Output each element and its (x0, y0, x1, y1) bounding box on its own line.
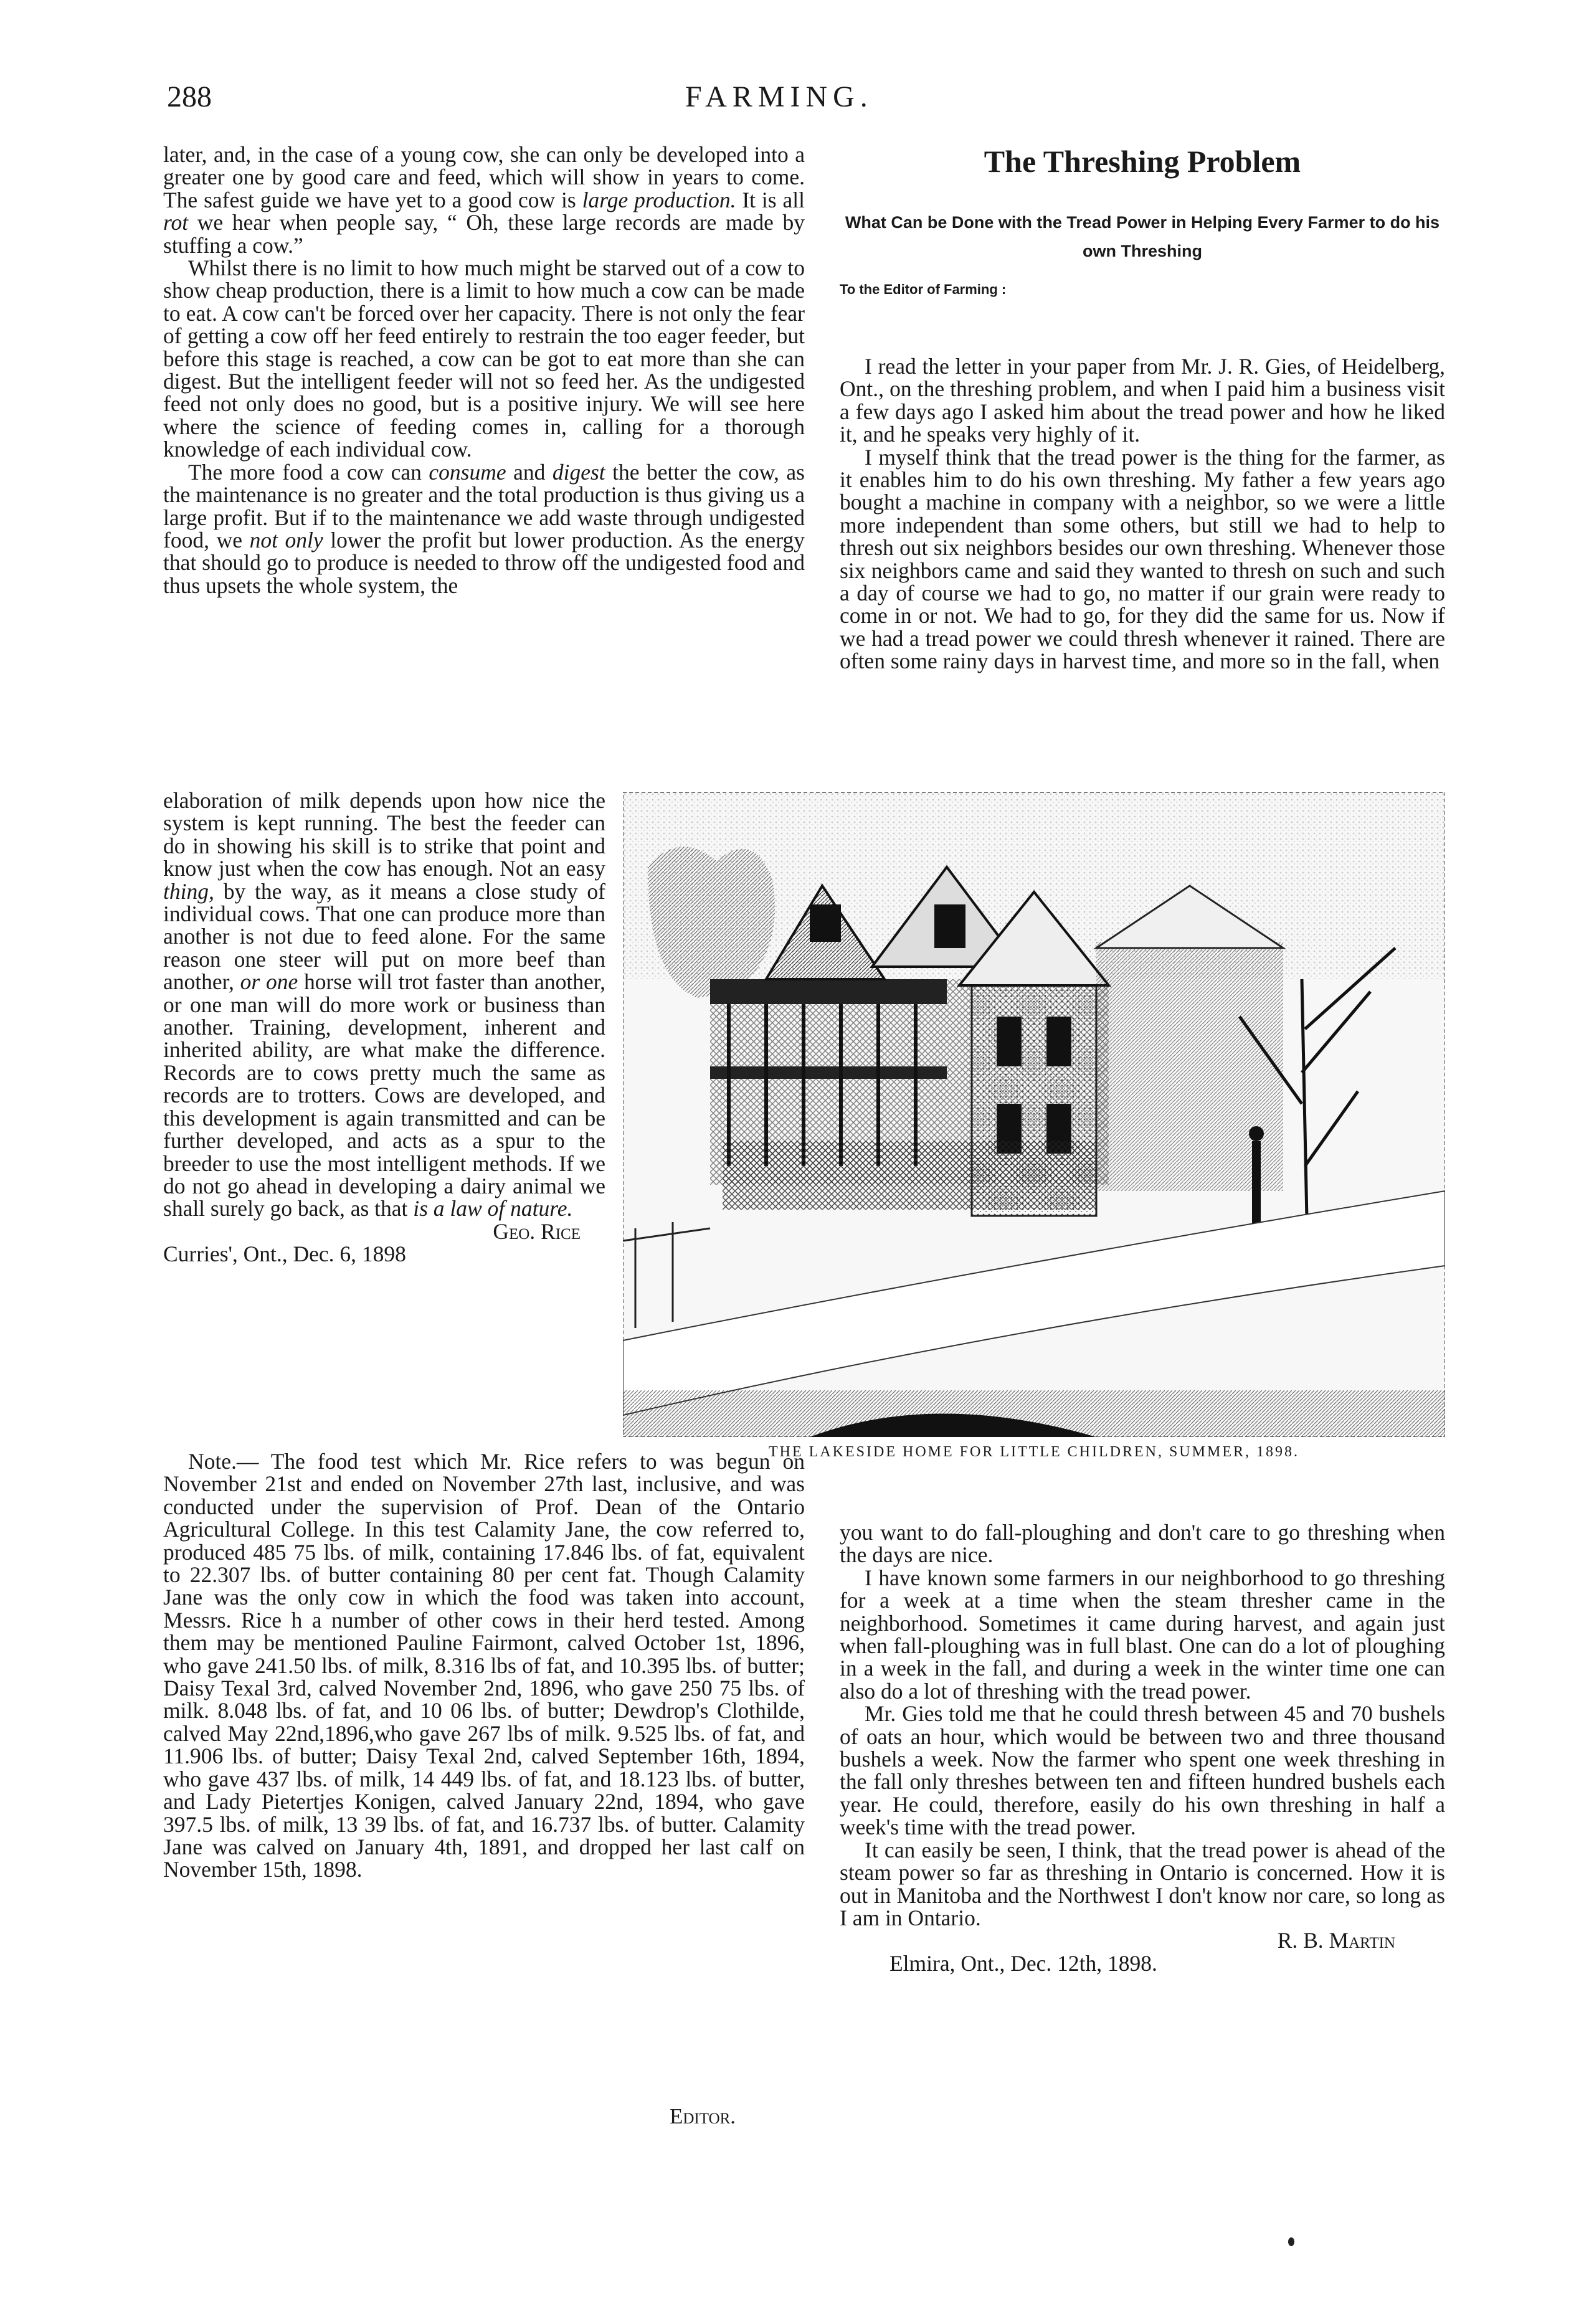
article-title: The Threshing Problem (984, 144, 1301, 179)
paragraph: I have known some farmers in our neighborhood to go threshing for a week at a time when the steam thresher came in the neighborhood. Sometimes it came during harvest, and again just when fall-ploughing was in full blast. One can do a lot of ploughing in a week in the fall, and during a week in the winter time one can also do a lot of threshing with the tread power. (840, 1565, 1445, 1704)
photo-caption: THE LAKESIDE HOME FOR LITTLE CHILDREN, SUMMER, 1898. (769, 1444, 1299, 1460)
right-column-bottom (840, 1521, 1445, 1975)
page-number: 288 (167, 80, 212, 113)
right-column-top (840, 355, 1445, 673)
paragraph: The more food a cow can consume and digest the better the cow, as the maintenance is no greater and the total production is thus giving us a large profit. But if to the maintenance we add waste through undigested food, we not only lower the profit but lower production. As the energy that should go to produce is needed to throw off the undigested food and thus upsets the whole system, the (163, 459, 805, 598)
paragraph: It can easily be seen, I think, that the tread power is ahead of the steam power so far as threshing in Ontario is concerned. How it is out in Manitoba and the Northwest I don't know nor care, so long as I am in Ontario. (840, 1837, 1445, 1930)
print-mark (1288, 2237, 1294, 2246)
paragraph: you want to do fall-ploughing and don't care to go threshing when the days are nice. (840, 1520, 1445, 1568)
paragraph: Mr. Gies told me that he could thresh between 45 and 70 bushels of oats an hour, which would be between two and three thousand bushels a week. Now the farmer who spent one week threshing in the fall only threshes between ten and fifteen hundred bushels each year. He could, therefore, easily do his own threshing in half a week's time with the tread power. (840, 1701, 1445, 1840)
journal-title: FARMING. (685, 80, 873, 113)
paragraph: Whilst there is no limit to how much might be starved out of a cow to show cheap production, there is a limit to how much a cow can be made to eat. A cow can't be forced over her capacity. There is not only the fear of getting a cow off her feed entirely to restrain the too eager feeder, but before this stage is reached, a cow can be got to eat more than she can digest. But the intelligent feeder will not so feed her. As the undigested feed not only does no good, but is a positive injury. We will see here where the science of feeding comes in, calling for a thorough knowledge of each individual cow. (163, 255, 805, 462)
lakeside-home-photo (623, 792, 1445, 1437)
left-column-narrow (163, 789, 605, 1266)
note-signature: Editor. (670, 2104, 736, 2128)
signature-place: Elmira, Ont., Dec. 12th, 1898. (889, 1950, 1157, 1976)
signature-place: Curries', Ont., Dec. 6, 1898 (163, 1241, 406, 1267)
editor-note: Note.— The food test which Mr. Rice refers to was begun on November 21st and ended on November 27th last, inclusive, and was conducted under the supervision of Prof. Dean of the Ontario Agricultural College. In this test Calamity Jane, the cow referred to, produced 485 75 lbs. of milk, containing 17.846 lbs. of fat, equivalent to 22.307 lbs. of butter containing 80 per cent fat. Though Calamity Jane was the only cow in which the food was taken into account, Messrs. Rice h a number of other cows in their herd tested. Among them may be mentioned Pauline Fairmont, calved October 1st, 1896, who gave 241.50 lbs. of milk, 8.316 lbs of fat, and 10.395 lbs. of butter; Daisy Texal 3rd, calved November 2nd, 1896, who gave 250 75 lbs. of milk. 8.048 lbs. of fat, and 10 06 lbs. of butter; Dewdrop's Clothilde, calved May 22nd,1896,who gave 267 lbs of milk. 9.525 lbs. of fat, and 11.906 lbs. of butter; Daisy Texal 2nd, calved September 16th, 1894, who gave 437 lbs. of milk, 14 449 lbs. of fat, and 18.123 lbs. of butter, and Lady Pietertjes Konigen, calved January 22nd, 1894, who gave 397.5 lbs. of milk, 13 39 lbs. of fat, and 16.737 lbs. of butter. Calamity Jane was calved on January 4th, 1891, and dropped her last calf on November 15th, 1898. (163, 1449, 805, 1882)
paragraph: I read the letter in your paper from Mr. J. R. Gies, of Heidelberg, Ont., on the threshing problem, and when I paid him a business visit a few days ago I asked him about the tread power and how he liked it, and he speaks very highly of it. (840, 354, 1445, 447)
article-subtitle: What Can be Done with the Tread Power in Helping Every Farmer to do his own Threshing (845, 213, 1440, 260)
paragraph: later, and, in the case of a young cow, she can only be developed into a greater one by good care and feed, which will show in years to come. The safest guide we have yet to a good cow is large production. It is all rot we hear when people say, “ Oh, these large records are made by stuffing a cow.” (163, 142, 805, 258)
signature-name: R. B. Martin (1277, 1928, 1395, 1953)
article-addressee: To the Editor of Farming : (840, 282, 1007, 297)
signature-name: Geo. Rice (493, 1218, 581, 1244)
left-column-top (163, 143, 805, 597)
paragraph: I myself think that the tread power is the thing for the farmer, as it enables him to do his own threshing. My father a few years ago bought a machine in company with a neighbor, so we were a little more independent than some others, but still we had to help to thresh out six neighbors besides our own threshing. Whenever those six neighbors came and said they wanted to thresh on such and such a day of course we had to go, no matter if our grain were ready to come in or not. We had to go, for they did the same for us. Now if we had a tread power we could thresh whenever it rained. There are often some rainy days in harvest time, and more so in the fall, when (840, 444, 1445, 674)
left-column-note (163, 1450, 805, 1881)
paragraph: elaboration of milk depends upon how nice the system is kept running. The best the feeder can do in showing his skill is to strike that point and know just when the cow has enough. Not an easy thing, by the way, as it means a close study of individual cows. That one can produce more than another is not due to feed alone. For the same reason one steer will put on more beef than another, or one horse will trot faster than another, or one man will do more work or business than another. Training, development, inherent and inherited ability, are what make the difference. Records are to cows pretty much the same as records are to trotters. Cows are developed, and this development is again transmitted and can be further developed, and acts as a spur to the breeder to use the most intelligent methods. If we do not go ahead in developing a dairy animal we shall surely go back, as that is a law of nature. (163, 788, 605, 1221)
